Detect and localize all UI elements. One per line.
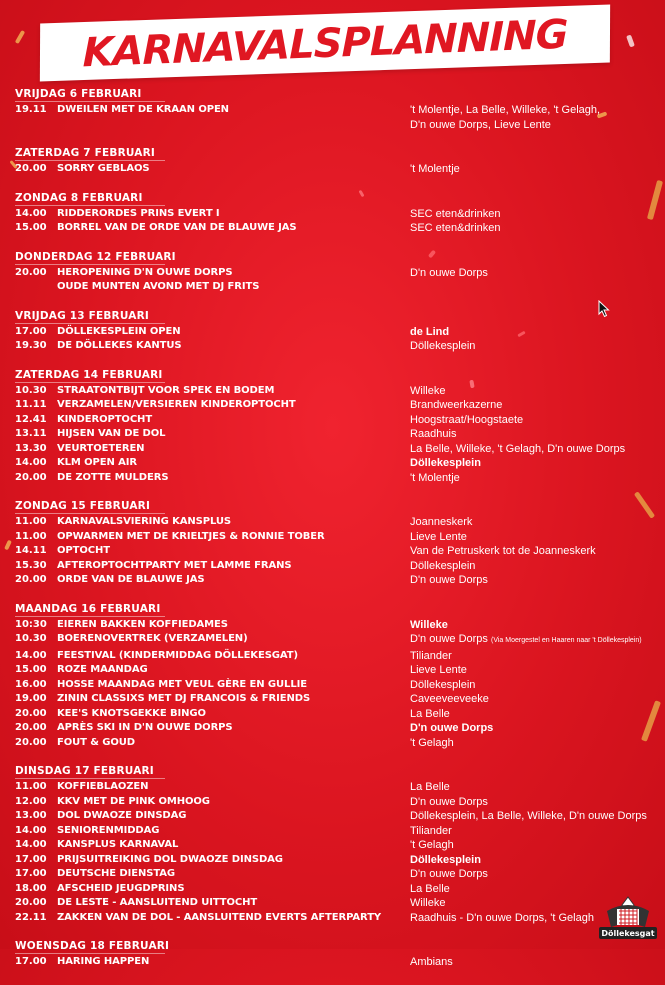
event-location-text: Ambians [410,956,453,968]
event-location [410,678,663,693]
event-row [15,544,663,559]
event-location [410,955,663,970]
event-name: RIDDERORDES PRINS EVERT I [57,207,220,219]
event-row [15,573,663,588]
event-row [15,207,663,222]
event-time: 16.00 [15,678,47,690]
event-location-text: Döllekesplein [410,853,481,866]
event-location-text: Tiliander [410,649,452,662]
event-time: 17.00 [15,325,47,337]
event-name: FEESTIVAL (KINDERMIDDAG DÖLLEKESGAT) [57,649,298,661]
event-time: 20.00 [15,722,47,733]
event-time: 13.00 [15,810,47,821]
event-location [410,530,663,545]
event-location [410,207,663,222]
event-location-text: 't Gelagh [410,839,454,851]
event-location-text: Raadhuis - D'n ouwe Dorps, 't Gelagh [410,911,594,924]
event-name: AFTEROPTOCHTPARTY MET LAMME FRANS [57,559,292,571]
event-location-text: Raadhuis [410,428,457,440]
event-time: 17.00 [15,868,47,879]
day-section [15,147,663,177]
event-row [15,515,663,530]
event-row [15,413,663,428]
event-name: SENIORENMIDDAG [57,824,160,836]
event-row [15,678,663,693]
event-location-text: La Belle [410,781,450,793]
event-time: 15.00 [15,664,47,675]
day-section [15,369,663,486]
event-location [410,427,663,442]
event-location [410,413,663,428]
event-row [15,427,663,442]
event-row [15,384,663,399]
event-location [410,325,663,340]
event-location [410,384,663,399]
event-location-text: D'n ouwe Dorps [410,574,488,586]
event-row [15,456,663,471]
day-section [15,500,663,588]
event-name: AFSCHEID JEUGDPRINS [57,882,185,894]
event-location [410,544,663,559]
event-row [15,118,663,133]
event-row [15,780,663,795]
event-name: STRAATONTBIJT VOOR SPEK EN BODEM [57,384,275,396]
event-time: 20.00 [15,736,47,748]
day-section [15,603,663,751]
event-location-text: Lieve Lente [410,530,467,543]
event-name: BOERENOVERTREK (VERZAMELEN) [57,633,248,644]
event-name: KKV MET DE PINK OMHOOG [57,795,210,807]
day-section [15,251,663,295]
event-time: 12.00 [15,795,47,807]
event-location-text: Caveeveeveeke [410,693,489,705]
event-time: 11.00 [15,781,47,792]
event-time: 10.30 [15,384,47,396]
day-heading: ZONDAG 15 FEBRUARI [15,500,165,514]
event-location [410,663,663,678]
event-time [15,118,57,133]
event-name: HIJSEN VAN DE DOL [57,428,166,439]
event-time: 10.30 [15,633,47,644]
event-time: 10:30 [15,618,47,630]
event-time: 20.00 [15,897,47,908]
event-name: FOUT & GOUD [57,736,135,748]
event-location [410,649,663,664]
event-time: 14.00 [15,207,47,219]
event-row [15,896,663,911]
event-time: 20.00 [15,266,47,278]
event-location [410,339,663,354]
event-location-text: Hoogstraat/Hoogstaete [410,413,524,426]
event-time: 17.00 [15,956,47,967]
event-name: SORRY GEBLAOS [57,163,150,174]
day-heading: ZATERDAG 7 FEBRUARI [15,147,165,161]
event-location [410,471,663,486]
event-row [15,398,663,413]
event-location-text: La Belle, Willeke, 't Gelagh, D'n ouwe Dorps [410,442,626,455]
event-name: DE ZOTTE MULDERS [57,471,169,483]
event-row [15,838,663,853]
event-location [410,838,663,853]
event-row [15,721,663,736]
event-location-text: 't Gelagh [410,736,454,749]
event-location-text: Willeke [410,384,446,397]
event-location-text: D'n ouwe Dorps [410,633,488,645]
event-name: HEROPENING D'N OUWE DORPS [57,266,233,278]
event-name: DOL DWAOZE DINSDAG [57,810,187,821]
event-location-text: Döllekesplein [410,559,476,572]
event-location [410,780,663,795]
event-row [15,955,663,970]
day-heading: MAANDAG 16 FEBRUARI [15,603,165,617]
event-row [15,809,663,824]
event-row [15,867,663,882]
event-location-text: Van de Petruskerk tot de Joanneskerk [410,545,596,557]
event-time: 22.11 [15,911,47,923]
event-row [15,162,663,177]
event-name: PRIJSUITREIKING DOL DWAOZE DINSDAG [57,853,283,865]
event-location-text: D'n ouwe Dorps [410,795,488,808]
event-location-text: Döllekesplein [410,457,481,469]
event-row [15,559,663,574]
event-name: KANSPLUS KARNAVAL [57,839,179,850]
event-location-text: SEC eten&drinken [410,207,501,220]
event-name: DWEILEN MET DE KRAAN OPEN [57,104,229,115]
event-time: 20.00 [15,707,47,719]
event-row [15,824,663,839]
event-name: KLM OPEN AIR [57,457,138,468]
event-time: 18.00 [15,882,47,894]
event-row [15,442,663,457]
event-row [15,707,663,722]
event-row [15,882,663,897]
event-name: ORDE VAN DE BLAUWE JAS [57,574,205,585]
event-row [15,795,663,810]
event-name: VEURTOETEREN [57,442,145,454]
event-location-text: D'n ouwe Dorps [410,868,488,880]
event-location-text: La Belle [410,707,450,720]
event-location [410,103,663,118]
event-location-text: D'n ouwe Dorps [410,266,488,279]
event-name: ROZE MAANDAG [57,664,148,675]
event-row [15,221,663,236]
event-row [15,649,663,664]
event-row [15,530,663,545]
event-row [15,663,663,678]
event-name: APRÈS SKI IN D'N OUWE DORPS [57,722,233,733]
event-row [15,103,663,118]
event-time: 14.00 [15,824,47,836]
event-location-text: de Lind [410,325,450,338]
event-row [15,280,663,295]
event-name: OUDE MUNTEN AVOND MET DJ FRITS [57,281,260,292]
event-location [410,824,663,839]
event-name: DE LESTE - AANSLUITEND UITTOCHT [57,897,258,908]
event-row [15,325,663,340]
event-location-text: Lieve Lente [410,664,467,676]
event-time: 20.00 [15,163,47,174]
event-location [410,853,663,868]
day-section [15,192,663,236]
event-row [15,632,663,649]
event-row [15,853,663,868]
day-section [15,88,663,132]
event-location [410,118,663,133]
day-section [15,765,663,925]
day-heading: VRIJDAG 13 FEBRUARI [15,310,165,324]
event-name: ZININ CLASSIXS MET DJ FRANCOIS & FRIENDS [57,693,311,704]
event-location-note: (Via Moergestel en Haaren naar 't Döllekesplein) [490,637,642,644]
event-time: 13.11 [15,428,47,439]
day-heading: ZATERDAG 14 FEBRUARI [15,369,165,383]
event-row [15,618,663,633]
event-location-text: D'n ouwe Dorps [410,722,494,734]
event-time: 15.30 [15,559,47,571]
event-name: DÖLLEKESPLEIN OPEN [57,325,181,337]
event-location [410,515,663,530]
event-location-text: Döllekesplein [410,678,476,691]
event-location [410,280,663,295]
event-location [410,559,663,574]
day-section [15,310,663,354]
event-name: KINDEROPTOCHT [57,413,153,425]
event-location [410,162,663,177]
day-heading: ZONDAG 8 FEBRUARI [15,192,165,206]
event-name: ZAKKEN VAN DE DOL - AANSLUITEND EVERTS AFTERPARTY [57,911,382,923]
event-location [410,867,663,882]
day-heading: WOENSDAG 18 FEBRUARI [15,940,170,952]
event-location-text: Joanneskerk [410,516,473,528]
event-row [15,471,663,486]
event-location [410,266,663,281]
event-name: OPWARMEN MET DE KRIELTJES & RONNIE TOBER [57,530,325,542]
day-heading: DINSDAG 17 FEBRUARI [15,765,165,779]
event-row [15,692,663,707]
event-name: HOSSE MAANDAG MET VEUL GÈRE EN GULLIE [57,678,307,690]
page-title: KARNAVALSPLANNING [82,11,568,77]
event-row [15,736,663,751]
event-name: BORREL VAN DE ORDE VAN DE BLAUWE JAS [57,222,297,233]
event-location-text: Döllekesplein [410,340,476,352]
dollekesgat-logo [597,893,659,941]
event-location-text: Willeke [410,618,448,631]
event-time: 19.30 [15,340,47,351]
event-location-text: 't Molentje, La Belle, Willeke, 't Gelagh, [410,104,601,116]
event-location [410,809,663,824]
event-location [410,456,663,471]
event-time: 15.00 [15,222,47,233]
event-time: 13.30 [15,442,47,454]
day-heading: DONDERDAG 12 FEBRUARI [15,250,176,263]
day-section [15,940,663,970]
event-name: EIEREN BAKKEN KOFFIEDAMES [57,618,228,630]
event-time: 14.00 [15,457,47,468]
event-row [15,266,663,281]
event-time: 20.00 [15,471,47,483]
event-row [15,339,663,354]
event-time: 19.00 [15,693,47,704]
event-location-text: 't Molentje [410,163,460,175]
event-name: KOFFIEBLAOZEN [57,781,149,792]
event-time: 12.41 [15,413,47,425]
event-name [57,118,410,133]
event-time: 11.00 [15,516,47,527]
event-name: DE DÖLLEKES KANTUS [57,340,182,351]
event-time [15,280,57,295]
event-name: OPTOCHT [57,545,110,556]
event-location [410,442,663,457]
event-name: VERZAMELEN/VERSIEREN KINDEROPTOCHT [57,399,296,410]
event-location [410,721,663,736]
event-location-text: Brandweerkazerne [410,399,503,411]
event-row [15,911,663,926]
event-location [410,736,663,751]
event-location [410,707,663,722]
event-location [410,618,663,633]
event-location-text: Döllekesplein, La Belle, Willeke, D'n ouwe Dorps [410,810,647,822]
event-time: 19.11 [15,104,47,115]
event-location [410,573,663,588]
event-name: KEE'S KNOTSGEKKE BINGO [57,707,206,719]
event-time: 17.00 [15,853,47,865]
event-time: 11.00 [15,530,47,542]
event-location [410,398,663,413]
event-name: HARING HAPPEN [57,956,150,967]
event-location-text: Tiliander [410,824,452,837]
event-location-text: La Belle [410,882,450,895]
event-location [410,221,663,236]
event-location-text: 't Molentje [410,471,460,484]
schedule [15,88,663,985]
mouse-cursor-icon [598,300,610,318]
event-time: 14.11 [15,545,47,556]
event-location-text: Willeke [410,897,446,909]
event-location [410,692,663,707]
event-time: 14.00 [15,649,47,661]
event-location [410,795,663,810]
event-name: DEUTSCHE DIENSTAG [57,868,176,879]
event-name: KARNAVALSVIERING KANSPLUS [57,516,231,527]
event-time: 20.00 [15,574,47,585]
event-location-text: SEC eten&drinken [410,222,501,234]
day-heading: VRIJDAG 6 FEBRUARI [15,88,165,102]
event-time: 11.11 [15,399,47,410]
logo-text: Döllekesgat [601,929,655,938]
event-time: 14.00 [15,839,47,850]
event-location-text: D'n ouwe Dorps, Lieve Lente [410,118,551,131]
event-location [410,632,663,649]
